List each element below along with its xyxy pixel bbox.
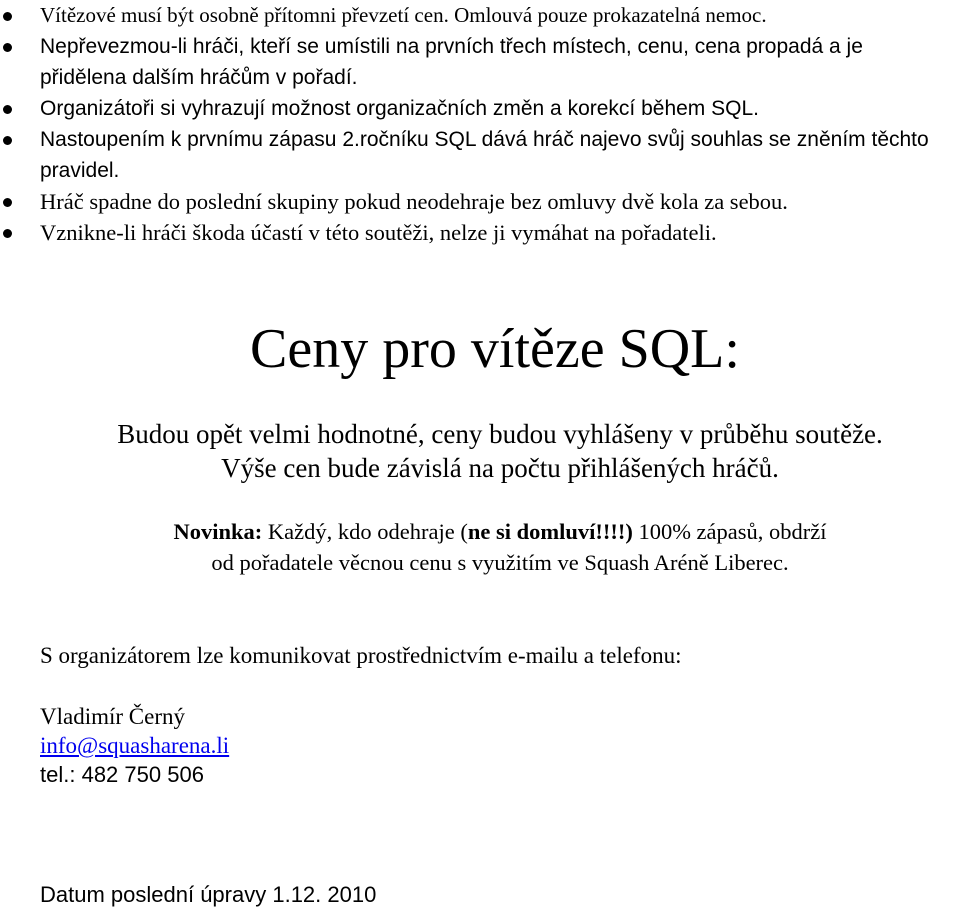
contact-name: Vladimír Černý xyxy=(40,704,185,729)
rule-text: Vítězové musí být osobně přítomni převzetí cen. Omlouvá pouze prokazatelná nemoc. xyxy=(40,3,767,27)
novinka-bold: ne si domluví!!!!) xyxy=(467,519,633,544)
rule-text: Organizátoři si vyhrazují možnost organizačních změn a korekcí během SQL. xyxy=(40,97,759,120)
bullet-icon xyxy=(3,198,12,207)
bullet-icon xyxy=(3,105,12,114)
rule-text: Hráč spadne do poslední skupiny pokud neodehraje bez omluvy dvě kola za sebou. xyxy=(40,189,788,214)
contact-phone-row xyxy=(40,762,204,788)
novinka-line-2: od pořadatele věcnou cenu s využitím ve Squash Aréně Liberec. xyxy=(211,550,789,575)
rule-text: Nepřevezmou-li hráči, kteří se umístili na prvních třech místech, cenu, cena propadá a je přidělena dalším hráčům v pořadí. xyxy=(40,35,863,89)
rule-item xyxy=(0,217,960,248)
phone-number: 482 750 506 xyxy=(75,762,204,787)
contact-email-link[interactable]: info@squasharena.li xyxy=(40,733,230,758)
prizes-line-2: Výše cen bude závislá na počtu přihlášených hráčů. xyxy=(221,453,779,483)
phone-label: tel.: xyxy=(40,762,76,787)
rule-text: Vznikne-li hráči škoda účastí v této soutěži, nelze ji vymáhat na pořadateli. xyxy=(40,220,717,245)
novinka-text-a: Každý, kdo odehraje ( xyxy=(262,519,468,544)
rule-item xyxy=(0,31,960,93)
prizes-heading: Ceny pro vítěze SQL: xyxy=(250,318,740,380)
bullet-icon xyxy=(3,229,12,238)
novinka-line xyxy=(0,517,960,547)
contact-intro: S organizátorem lze komunikovat prostřednictvím e-mailu a telefonu: xyxy=(40,643,682,668)
bullet-icon xyxy=(3,43,12,52)
bullet-icon xyxy=(3,12,12,21)
rule-item xyxy=(0,124,960,186)
novinka-label: Novinka: xyxy=(173,519,263,544)
rules-list xyxy=(0,0,960,248)
novinka-text-b: 100% zápasů, obdrží xyxy=(632,519,827,544)
contact-email-row xyxy=(40,731,229,761)
bullet-icon xyxy=(3,136,12,145)
prizes-line-1: Budou opět velmi hodnotné, ceny budou vyhlášeny v průběhu soutěže. xyxy=(117,419,883,449)
rule-item xyxy=(0,186,960,217)
rule-text: Nastoupením k prvnímu zápasu 2.ročníku SQL dává hráč najevo svůj souhlas se zněním těchto pravidel. xyxy=(40,128,929,182)
rule-item xyxy=(0,0,960,31)
last-updated: Datum poslední úpravy 1.12. 2010 xyxy=(40,882,377,907)
rule-item xyxy=(0,93,960,124)
